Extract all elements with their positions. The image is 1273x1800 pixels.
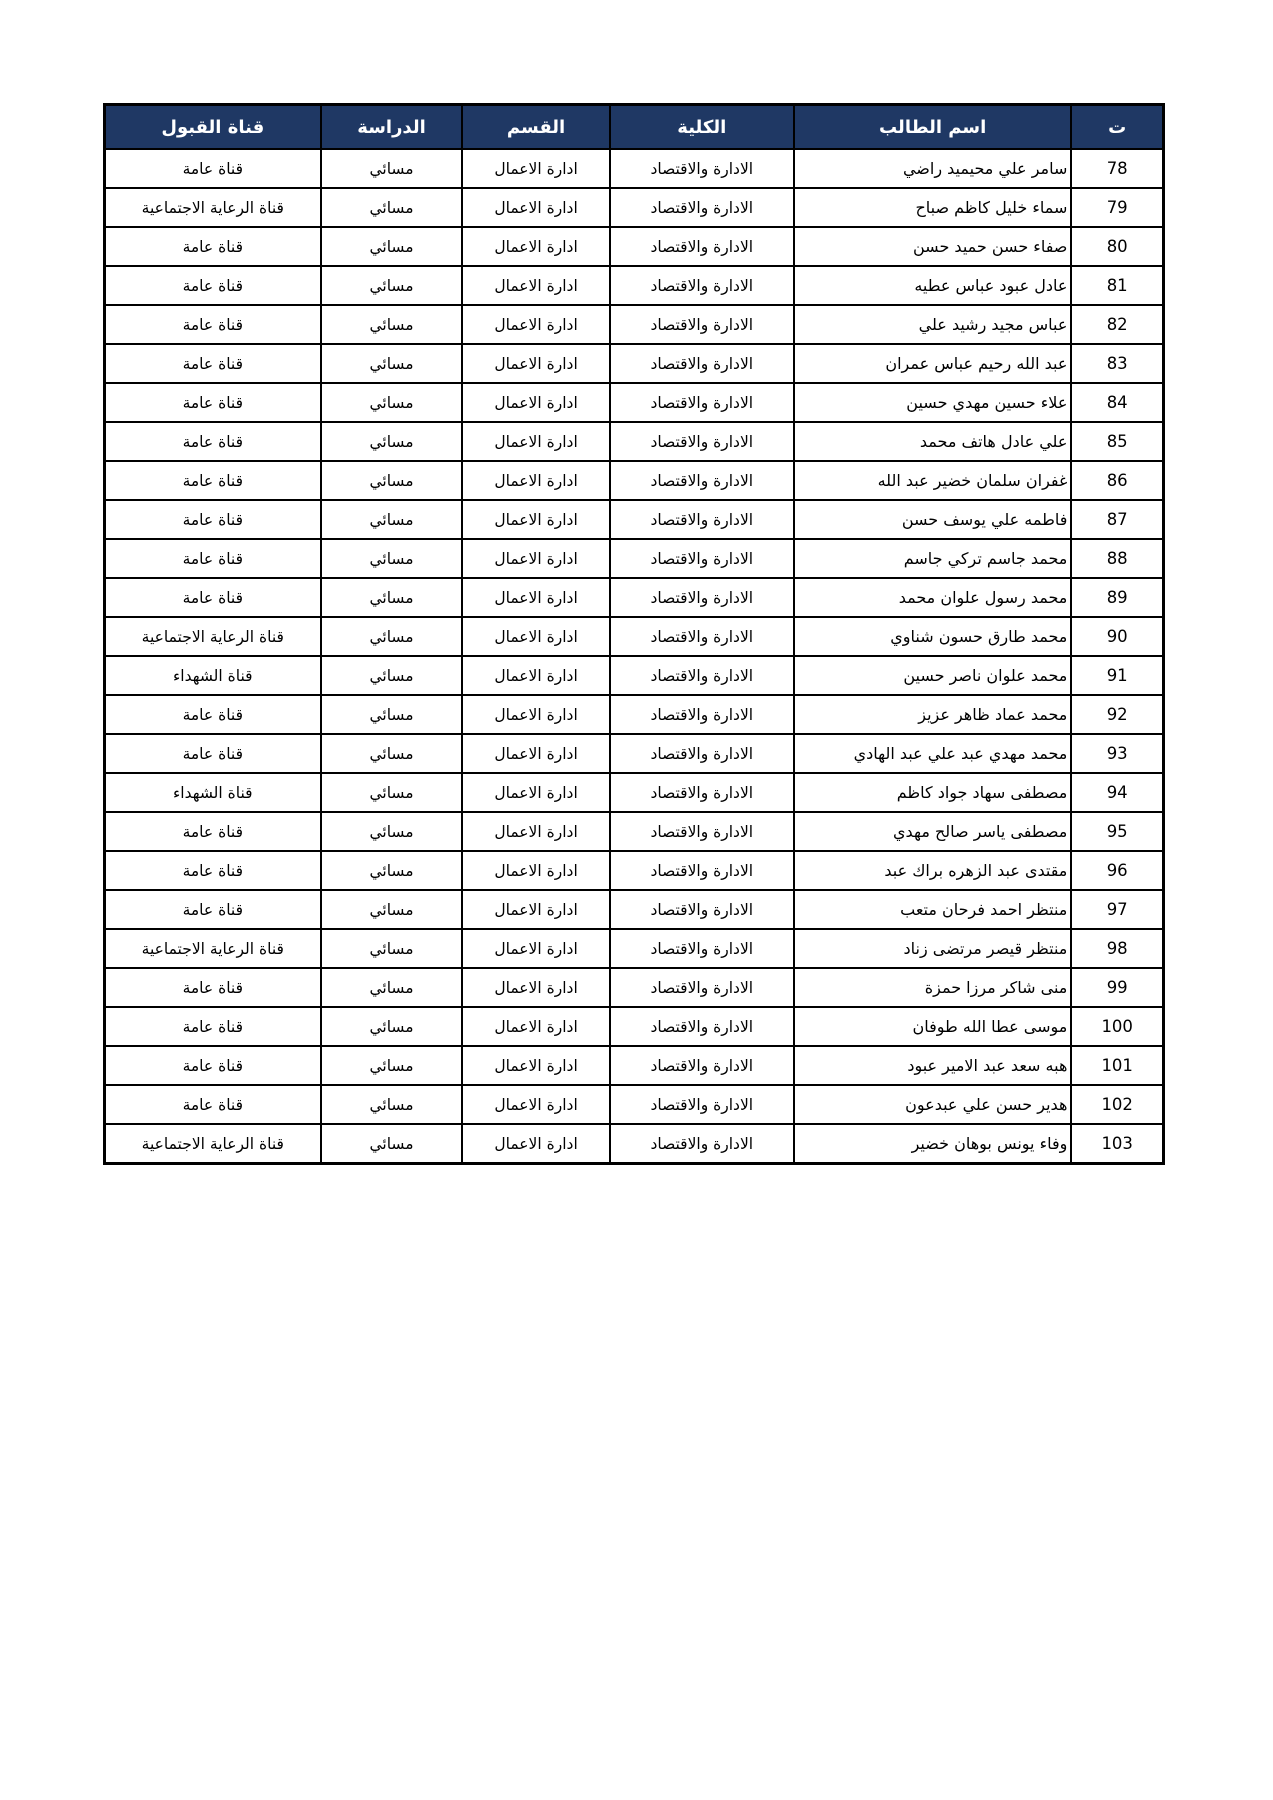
table-row [105,929,1164,968]
table-row [105,383,1164,422]
cell-study: مسائي [321,656,463,695]
cell-no: 101 [1071,1046,1163,1085]
column-header-dept: القسم [462,105,609,150]
table-row [105,188,1164,227]
cell-dept: ادارة الاعمال [462,383,609,422]
cell-dept: ادارة الاعمال [462,968,609,1007]
cell-dept: ادارة الاعمال [462,422,609,461]
cell-channel: قناة عامة [105,1085,321,1124]
cell-name: فاطمه علي يوسف حسن [794,500,1071,539]
cell-name: هدير حسن علي عبدعون [794,1085,1071,1124]
cell-no: 85 [1071,422,1163,461]
cell-name: محمد جاسم تركي جاسم [794,539,1071,578]
cell-study: مسائي [321,1124,463,1164]
column-header-channel: قناة القبول [105,105,321,150]
cell-dept: ادارة الاعمال [462,929,609,968]
cell-channel: قناة عامة [105,422,321,461]
cell-no: 80 [1071,227,1163,266]
cell-dept: ادارة الاعمال [462,149,609,188]
table-row [105,266,1164,305]
table-row [105,305,1164,344]
cell-name: منتظر قيصر مرتضى زناد [794,929,1071,968]
cell-no: 81 [1071,266,1163,305]
cell-study: مسائي [321,539,463,578]
cell-college: الادارة والاقتصاد [610,305,794,344]
cell-dept: ادارة الاعمال [462,734,609,773]
cell-no: 100 [1071,1007,1163,1046]
cell-study: مسائي [321,773,463,812]
cell-college: الادارة والاقتصاد [610,929,794,968]
cell-dept: ادارة الاعمال [462,500,609,539]
cell-channel: قناة عامة [105,890,321,929]
cell-no: 99 [1071,968,1163,1007]
column-header-no: ت [1071,105,1163,150]
table-row [105,500,1164,539]
cell-name: صفاء حسن حميد حسن [794,227,1071,266]
cell-name: منتظر احمد فرحان متعب [794,890,1071,929]
table-row [105,461,1164,500]
cell-study: مسائي [321,500,463,539]
cell-name: محمد مهدي عبد علي عبد الهادي [794,734,1071,773]
cell-channel: قناة عامة [105,968,321,1007]
cell-college: الادارة والاقتصاد [610,227,794,266]
cell-study: مسائي [321,266,463,305]
cell-channel: قناة الرعاية الاجتماعية [105,929,321,968]
cell-dept: ادارة الاعمال [462,1046,609,1085]
column-header-college: الكلية [610,105,794,150]
cell-channel: قناة عامة [105,539,321,578]
table-row [105,578,1164,617]
cell-study: مسائي [321,383,463,422]
table-row [105,734,1164,773]
cell-channel: قناة الرعاية الاجتماعية [105,1124,321,1164]
table-row [105,422,1164,461]
cell-college: الادارة والاقتصاد [610,149,794,188]
cell-college: الادارة والاقتصاد [610,812,794,851]
cell-channel: قناة عامة [105,149,321,188]
cell-no: 87 [1071,500,1163,539]
cell-college: الادارة والاقتصاد [610,734,794,773]
cell-study: مسائي [321,968,463,1007]
cell-no: 84 [1071,383,1163,422]
table-row [105,344,1164,383]
cell-no: 78 [1071,149,1163,188]
table-row [105,695,1164,734]
cell-study: مسائي [321,1046,463,1085]
cell-college: الادارة والاقتصاد [610,266,794,305]
cell-college: الادارة والاقتصاد [610,1046,794,1085]
cell-college: الادارة والاقتصاد [610,851,794,890]
table-row [105,1046,1164,1085]
cell-channel: قناة عامة [105,578,321,617]
cell-channel: قناة الشهداء [105,773,321,812]
cell-channel: قناة عامة [105,695,321,734]
cell-study: مسائي [321,461,463,500]
cell-no: 94 [1071,773,1163,812]
cell-no: 96 [1071,851,1163,890]
cell-study: مسائي [321,890,463,929]
cell-channel: قناة الشهداء [105,656,321,695]
column-header-study: الدراسة [321,105,463,150]
cell-no: 103 [1071,1124,1163,1164]
cell-college: الادارة والاقتصاد [610,773,794,812]
cell-no: 82 [1071,305,1163,344]
cell-no: 93 [1071,734,1163,773]
cell-no: 92 [1071,695,1163,734]
table-body [105,149,1164,1164]
cell-no: 79 [1071,188,1163,227]
cell-dept: ادارة الاعمال [462,227,609,266]
cell-dept: ادارة الاعمال [462,578,609,617]
cell-dept: ادارة الاعمال [462,773,609,812]
cell-no: 95 [1071,812,1163,851]
cell-name: محمد رسول علوان محمد [794,578,1071,617]
cell-channel: قناة عامة [105,1007,321,1046]
cell-channel: قناة عامة [105,227,321,266]
cell-study: مسائي [321,149,463,188]
table-row [105,539,1164,578]
cell-no: 89 [1071,578,1163,617]
cell-name: مصطفى سهاد جواد كاظم [794,773,1071,812]
cell-study: مسائي [321,422,463,461]
cell-college: الادارة والاقتصاد [610,1085,794,1124]
table-row [105,617,1164,656]
cell-channel: قناة عامة [105,500,321,539]
cell-channel: قناة عامة [105,734,321,773]
cell-name: محمد عماد ظاهر عزيز [794,695,1071,734]
cell-college: الادارة والاقتصاد [610,890,794,929]
cell-study: مسائي [321,578,463,617]
cell-channel: قناة عامة [105,461,321,500]
table-row [105,656,1164,695]
cell-channel: قناة عامة [105,812,321,851]
table-row [105,1007,1164,1046]
table-row [105,1085,1164,1124]
cell-dept: ادارة الاعمال [462,1124,609,1164]
cell-channel: قناة عامة [105,266,321,305]
cell-name: موسى عطا الله طوفان [794,1007,1071,1046]
cell-no: 90 [1071,617,1163,656]
cell-college: الادارة والاقتصاد [610,539,794,578]
table-row [105,227,1164,266]
cell-study: مسائي [321,227,463,266]
cell-dept: ادارة الاعمال [462,344,609,383]
cell-dept: ادارة الاعمال [462,1007,609,1046]
cell-dept: ادارة الاعمال [462,851,609,890]
cell-name: سماء خليل كاظم صباح [794,188,1071,227]
table-row [105,812,1164,851]
students-table [103,103,1165,1165]
cell-dept: ادارة الاعمال [462,812,609,851]
cell-study: مسائي [321,851,463,890]
cell-college: الادارة والاقتصاد [610,578,794,617]
cell-name: هبه سعد عبد الامير عبود [794,1046,1071,1085]
cell-name: عباس مجيد رشيد علي [794,305,1071,344]
cell-dept: ادارة الاعمال [462,656,609,695]
table-row [105,773,1164,812]
cell-no: 97 [1071,890,1163,929]
column-header-name: اسم الطالب [794,105,1071,150]
cell-name: محمد علوان ناصر حسين [794,656,1071,695]
cell-name: مصطفى ياسر صالح مهدي [794,812,1071,851]
cell-college: الادارة والاقتصاد [610,344,794,383]
cell-no: 88 [1071,539,1163,578]
cell-college: الادارة والاقتصاد [610,1007,794,1046]
cell-no: 98 [1071,929,1163,968]
table-row [105,968,1164,1007]
cell-channel: قناة الرعاية الاجتماعية [105,617,321,656]
cell-dept: ادارة الاعمال [462,617,609,656]
cell-study: مسائي [321,929,463,968]
cell-college: الادارة والاقتصاد [610,422,794,461]
cell-study: مسائي [321,734,463,773]
cell-dept: ادارة الاعمال [462,266,609,305]
cell-study: مسائي [321,695,463,734]
cell-name: محمد طارق حسون شناوي [794,617,1071,656]
cell-name: مقتدى عبد الزهره براك عبد [794,851,1071,890]
cell-study: مسائي [321,1085,463,1124]
cell-study: مسائي [321,1007,463,1046]
cell-channel: قناة عامة [105,305,321,344]
cell-channel: قناة عامة [105,1046,321,1085]
cell-no: 83 [1071,344,1163,383]
cell-college: الادارة والاقتصاد [610,695,794,734]
table-row [105,149,1164,188]
cell-name: غفران سلمان خضير عبد الله [794,461,1071,500]
cell-no: 91 [1071,656,1163,695]
cell-dept: ادارة الاعمال [462,695,609,734]
table-header-row [105,105,1164,150]
cell-name: وفاء يونس بوهان خضير [794,1124,1071,1164]
cell-study: مسائي [321,812,463,851]
cell-college: الادارة والاقتصاد [610,500,794,539]
cell-dept: ادارة الاعمال [462,461,609,500]
cell-college: الادارة والاقتصاد [610,1124,794,1164]
cell-college: الادارة والاقتصاد [610,656,794,695]
cell-dept: ادارة الاعمال [462,539,609,578]
cell-no: 102 [1071,1085,1163,1124]
cell-dept: ادارة الاعمال [462,1085,609,1124]
cell-name: منى شاكر مرزا حمزة [794,968,1071,1007]
cell-college: الادارة والاقتصاد [610,188,794,227]
cell-study: مسائي [321,617,463,656]
cell-college: الادارة والاقتصاد [610,617,794,656]
cell-name: سامر علي محيميد راضي [794,149,1071,188]
cell-college: الادارة والاقتصاد [610,968,794,1007]
table-row [105,890,1164,929]
cell-study: مسائي [321,305,463,344]
cell-dept: ادارة الاعمال [462,305,609,344]
cell-college: الادارة والاقتصاد [610,461,794,500]
cell-channel: قناة عامة [105,344,321,383]
cell-study: مسائي [321,188,463,227]
cell-channel: قناة عامة [105,383,321,422]
cell-name: علي عادل هاتف محمد [794,422,1071,461]
cell-dept: ادارة الاعمال [462,890,609,929]
cell-channel: قناة عامة [105,851,321,890]
cell-dept: ادارة الاعمال [462,188,609,227]
cell-channel: قناة الرعاية الاجتماعية [105,188,321,227]
cell-study: مسائي [321,344,463,383]
cell-no: 86 [1071,461,1163,500]
table-row [105,851,1164,890]
cell-name: عادل عبود عباس عطيه [794,266,1071,305]
cell-college: الادارة والاقتصاد [610,383,794,422]
cell-name: عبد الله رحيم عباس عمران [794,344,1071,383]
cell-name: علاء حسين مهدي حسين [794,383,1071,422]
table-row [105,1124,1164,1164]
